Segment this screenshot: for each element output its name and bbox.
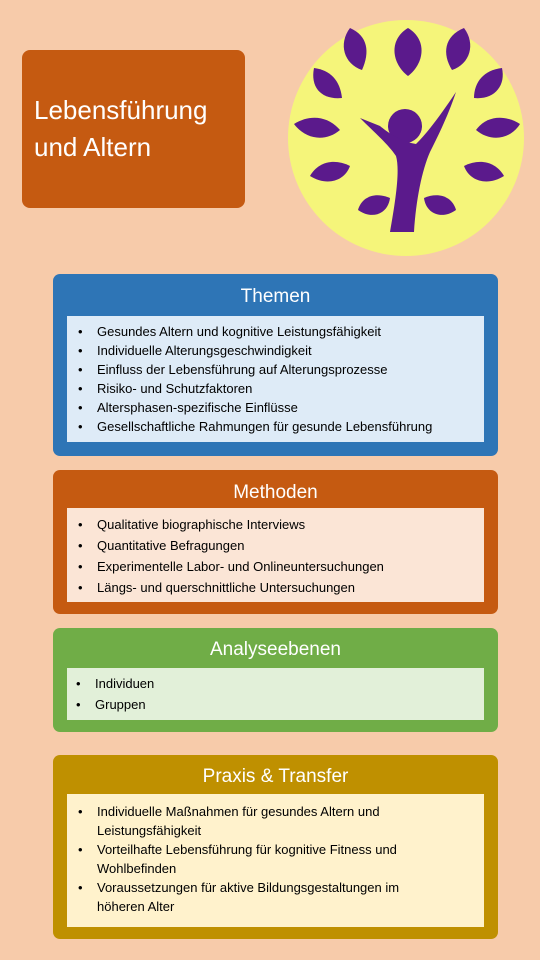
list-item: • Gesundes Altern und kognitive Leistungsfähigkeit	[67, 322, 484, 341]
list-item: • Voraussetzungen für aktive Bildungsgestaltungen im höheren Alter	[67, 878, 448, 916]
list-item: • Gruppen	[67, 694, 484, 715]
list-item: • Altersphasen-spezifische Einflüsse	[67, 398, 484, 417]
themen-list-box	[67, 316, 484, 442]
list-item: • Risiko- und Schutzfaktoren	[67, 379, 484, 398]
list-item: • Qualitative biographische Interviews	[67, 514, 484, 535]
title-line-1: Lebensführung	[34, 95, 208, 125]
list-item: • Vorteilhafte Lebensführung für kognitive Fitness und Wohlbefinden	[67, 840, 448, 878]
list-item: • Einfluss der Lebensführung auf Alterungsprozesse	[67, 360, 484, 379]
praxis-title: Praxis & Transfer	[202, 766, 349, 787]
title-line-2: und Altern	[34, 132, 152, 162]
list-item: • Individuelle Maßnahmen für gesundes Altern und Leistungsfähigkeit	[67, 802, 448, 840]
analyseebenen-title: Analyseebenen	[210, 639, 341, 660]
list-item: • Quantitative Befragungen	[67, 535, 484, 556]
methoden-card	[53, 470, 498, 614]
praxis-card	[53, 755, 498, 939]
list-item: • Längs- und querschnittliche Untersuchungen	[67, 577, 484, 598]
list-item: • Individuen	[67, 673, 484, 694]
methoden-title: Methoden	[233, 482, 318, 503]
analyseebenen-card	[53, 628, 498, 732]
list-item: • Individuelle Alterungsgeschwindigkeit	[67, 341, 484, 360]
list-item: • Experimentelle Labor- und Onlineuntersuchungen	[67, 556, 484, 577]
methoden-list-box	[67, 508, 484, 602]
analyseebenen-list-box	[67, 668, 484, 720]
praxis-list-box	[67, 794, 484, 927]
tree-person-icon	[288, 20, 524, 256]
themen-card	[53, 274, 498, 456]
themen-title: Themen	[240, 286, 311, 307]
title-box	[22, 50, 245, 208]
list-item: • Gesellschaftliche Rahmungen für gesunde Lebensführung	[67, 417, 484, 436]
